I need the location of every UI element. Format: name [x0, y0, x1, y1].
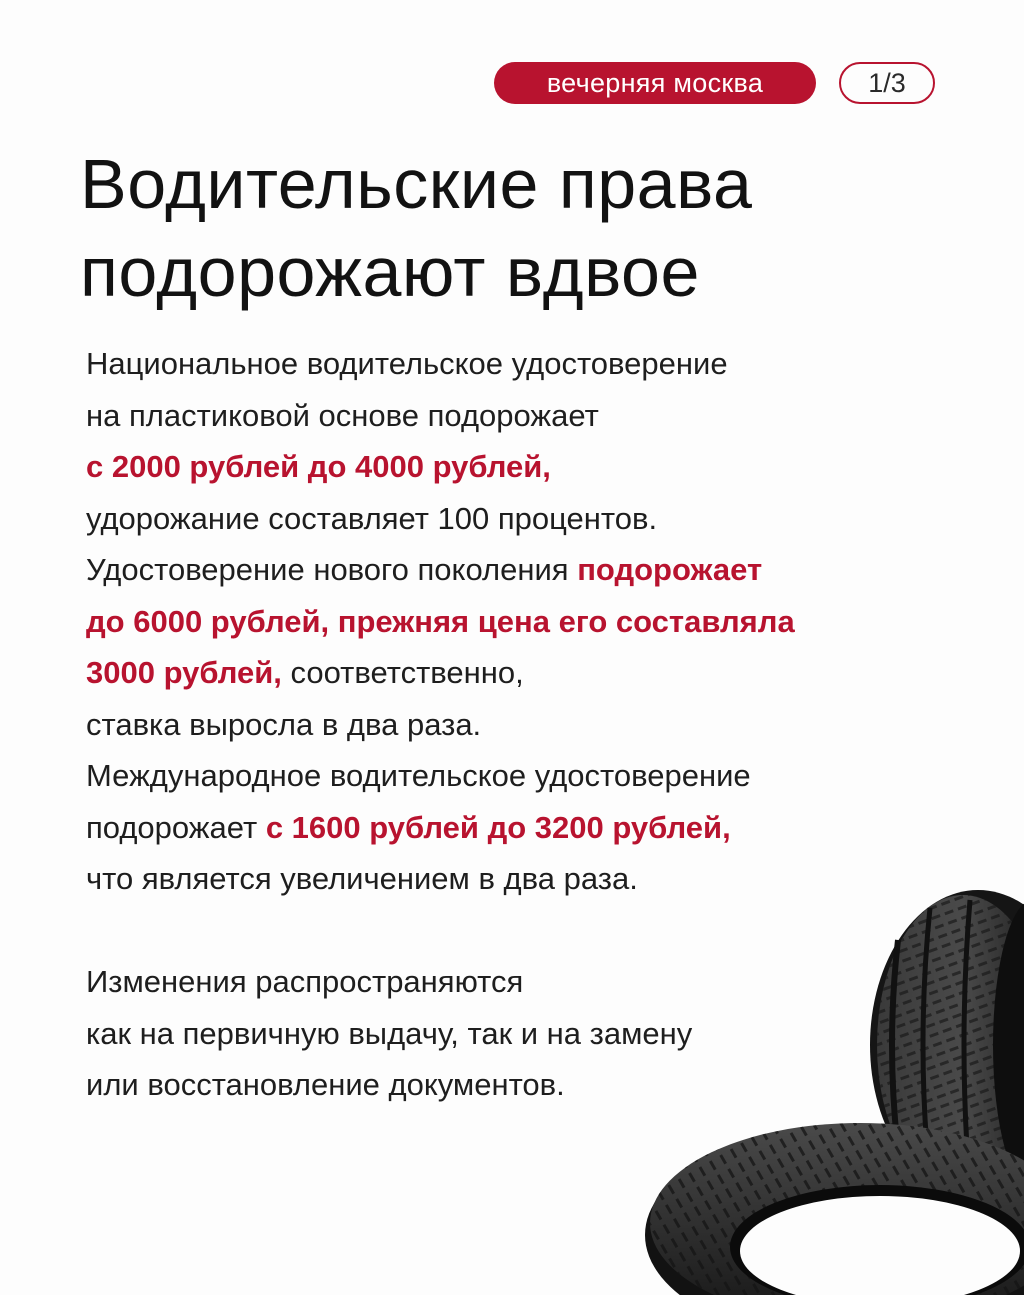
price-highlight: с 1600 рублей до 3200 рублей, [265, 809, 731, 845]
body-text-segment: подорожает [86, 809, 266, 845]
body-line: как на первичную выдачу, так и на замену [86, 1015, 693, 1051]
header-badges [494, 62, 935, 104]
tire-icon [630, 1115, 1024, 1295]
page-title [80, 140, 940, 316]
price-highlight: подорожает [577, 552, 763, 587]
body-line [86, 802, 986, 854]
page-counter: 1/3 [839, 62, 935, 104]
brand-badge: вечерняя москва [494, 62, 816, 104]
body-line [86, 544, 986, 596]
body-line: Национальное водительское удостоверение [86, 346, 728, 381]
paragraph-gap [86, 905, 986, 957]
body-line: Изменения распространяются [86, 964, 524, 999]
price-highlight: с 2000 рублей до 4000 рублей, [86, 449, 551, 484]
title-line-1: Водительские права [80, 145, 753, 223]
body-line: что является увеличением в два раза. [86, 861, 638, 896]
body-text-segment: Удостоверение нового поколения [86, 552, 578, 587]
price-highlight: 3000 рублей, [86, 655, 282, 690]
body-line: на пластиковой основе подорожает [86, 397, 599, 433]
body-line: Международное водительское удостоверение [86, 758, 751, 793]
body-text-segment: соответственно, [281, 655, 524, 690]
article-body [86, 338, 986, 1111]
body-line: ставка выросла в два раза. [86, 706, 482, 742]
body-line: или восстановление документов. [86, 1067, 565, 1102]
body-line [86, 647, 986, 699]
body-line: удорожание составляет 100 процентов. [86, 500, 658, 536]
price-highlight: до 6000 рублей, прежняя цена его составляла [86, 603, 795, 639]
title-line-2: подорожают вдвое [80, 233, 700, 311]
